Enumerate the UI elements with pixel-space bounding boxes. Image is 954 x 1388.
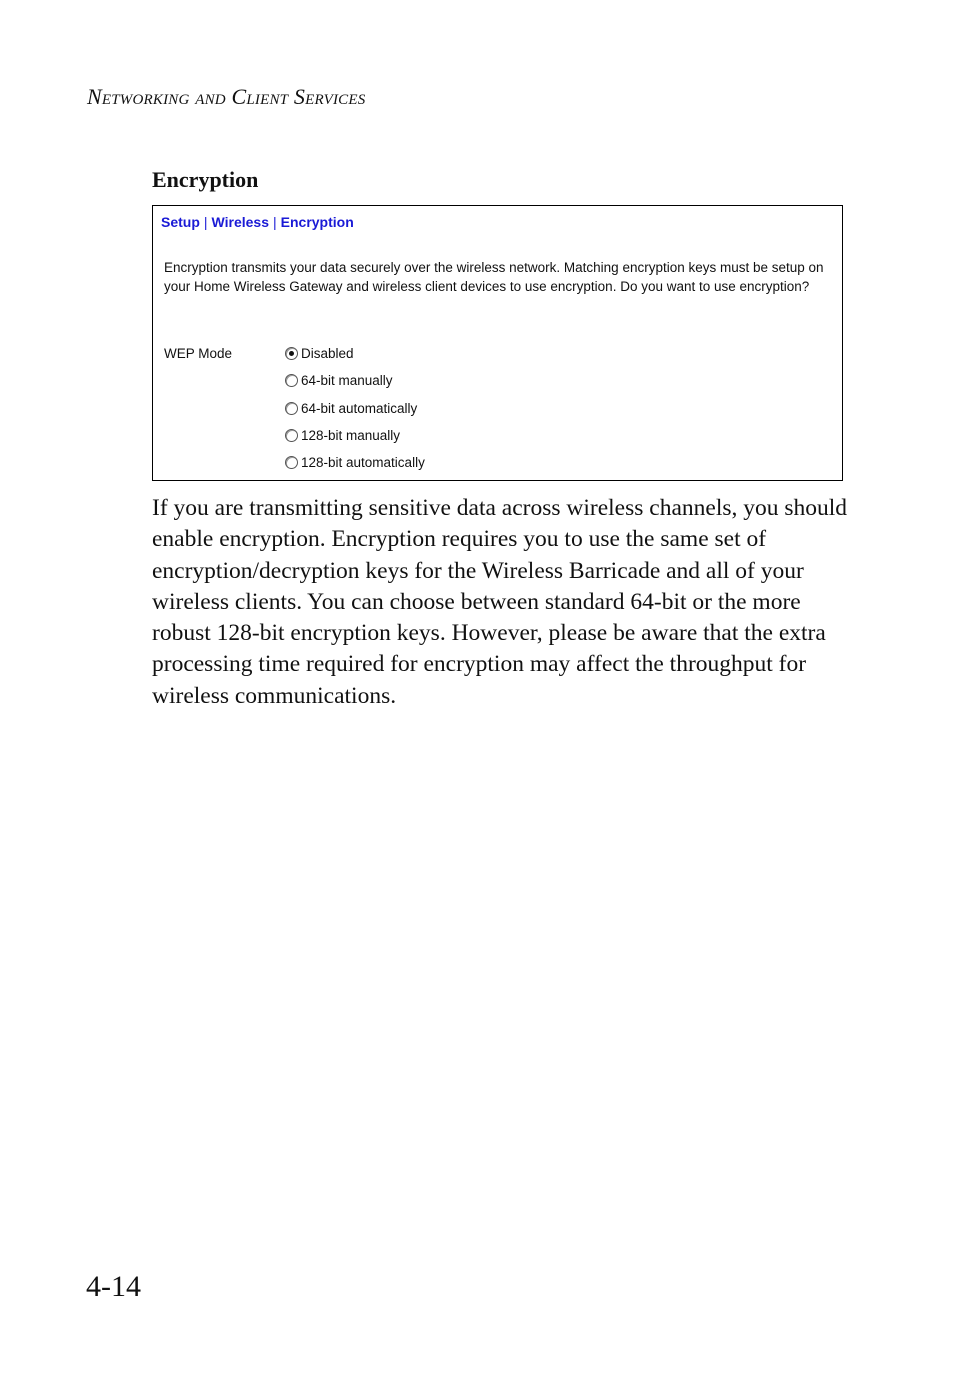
breadcrumb-encryption-link[interactable]: Encryption — [280, 214, 354, 230]
encryption-settings-screenshot — [152, 205, 843, 481]
wep-radio-64bit-manual[interactable] — [285, 374, 298, 387]
wep-mode-options — [285, 346, 425, 482]
breadcrumb — [161, 214, 354, 230]
breadcrumb-wireless-link[interactable]: Wireless — [211, 214, 269, 230]
wep-option-128bit-manual[interactable] — [285, 428, 425, 455]
breadcrumb-separator: | — [273, 214, 277, 230]
wep-option-64bit-manual[interactable] — [285, 373, 425, 400]
wep-radio-128bit-manual[interactable] — [285, 429, 298, 442]
wep-option-label: Disabled — [301, 346, 354, 361]
wep-option-128bit-auto[interactable] — [285, 455, 425, 482]
encryption-intro-text: Encryption transmits your data securely over the wireless network. Matching encryption keys must be setup on your Home Wireless Gateway and wireless client devices to use encryption. Do you want to use encryption? — [164, 260, 824, 294]
wep-radio-64bit-auto[interactable] — [285, 402, 298, 415]
wep-option-label: 128-bit automatically — [301, 455, 425, 471]
breadcrumb-setup-link[interactable]: Setup — [161, 214, 200, 230]
page-number: 4-14 — [86, 1270, 141, 1303]
wep-option-64bit-auto[interactable] — [285, 401, 425, 428]
wep-radio-disabled[interactable] — [285, 347, 298, 360]
wep-option-label: 128-bit manually — [301, 427, 401, 443]
section-heading: Encryption — [152, 167, 259, 192]
running-header: Networking and Client Services — [87, 84, 366, 109]
wep-radio-128bit-auto[interactable] — [285, 456, 298, 469]
wep-option-label: 64-bit automatically — [301, 400, 418, 416]
wep-option-label: 64-bit manually — [301, 373, 393, 389]
breadcrumb-separator: | — [203, 214, 208, 230]
wep-mode-label: WEP Mode — [164, 346, 233, 361]
wep-option-disabled[interactable] — [285, 346, 425, 373]
body-paragraph: If you are transmitting sensitive data across wireless channels, you should enable encryption. Encryption requires you to use the same set of encryption/decryption keys for the Wireless Barricade and all of your wireless clients. You can choose between standard 64-bit or the more robust 128-bit encryption keys. However, please be aware that the extra processing time required for encryption may affect the throughput for wireless communications. — [152, 495, 848, 709]
